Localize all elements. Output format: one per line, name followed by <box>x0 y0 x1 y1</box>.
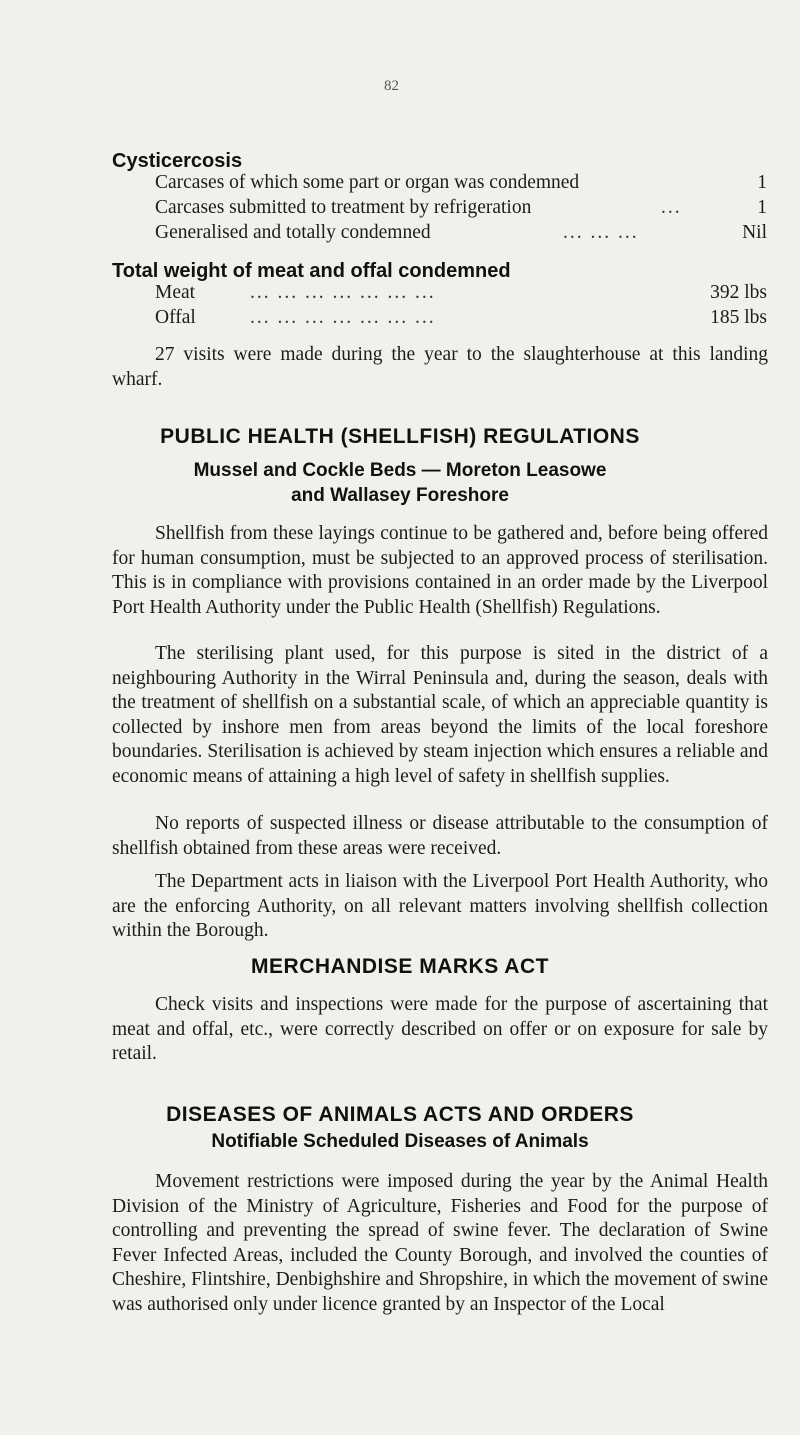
row-label: Carcases submitted to treatment by refrigeration <box>155 197 532 218</box>
total-weight-heading: Total weight of meat and offal condemned <box>112 260 511 282</box>
weight-row <box>155 307 767 333</box>
merchandise-heading: MERCHANDISE MARKS ACT <box>251 955 549 978</box>
shellfish-paragraph: Shellfish from these layings continue to be gathered and, before being offered for human consumption, must be subjected to an approved process of sterilisation. This is in compliance with provisions contained in an order made by the Liverpool Port Health Authority under the Public Health (Shellfish) Regulations. <box>112 523 768 618</box>
row-value: 392 lbs <box>710 282 767 303</box>
shellfish-subheading: and Wallasey Foreshore <box>291 485 509 506</box>
shellfish-paragraph: The sterilising plant used, for this purpose is sited in the district of a neighbouring Authority in the Wirral Peninsula and, during the season, deals with the treatment of shellfish on a substantial scale, of which an appreciable quantity is collected by inshore men from areas beyond the limits of the local foreshore boundaries. Sterilisation is achieved by steam injection which ensures a reliable and economic means of attaining a high level of safety in shellfish supplies. <box>112 643 768 787</box>
cysticercosis-row <box>155 172 767 198</box>
row-value: 1 <box>757 172 767 193</box>
row-label: Generalised and totally condemned <box>155 222 431 243</box>
shellfish-subheading: Mussel and Cockle Beds — Moreton Leasowe <box>193 460 607 481</box>
shellfish-heading: PUBLIC HEALTH (SHELLFISH) REGULATIONS <box>160 425 640 448</box>
visits-paragraph: 27 visits were made during the year to the slaughterhouse at this landing wharf. <box>112 344 768 390</box>
merchandise-paragraph: Check visits and inspections were made for the purpose of ascertaining that meat and offal, etc., were correctly described on offer or on exposure for sale by retail. <box>112 994 768 1064</box>
shellfish-paragraph: No reports of suspected illness or disease attributable to the consumption of shellfish obtained from these areas were received. <box>112 813 768 859</box>
row-label: Meat <box>155 282 196 303</box>
row-leader: ... ... ... ... ... ... ... <box>250 307 436 328</box>
shellfish-paragraph: The Department acts in liaison with the Liverpool Port Health Authority, who are the enforcing Authority, on all relevant matters involving shellfish collection within the Borough. <box>112 871 768 941</box>
row-leader: ... ... ... <box>563 222 639 243</box>
row-value: Nil <box>742 222 767 243</box>
cysticercosis-row <box>155 197 767 223</box>
row-label: Offal <box>155 307 196 328</box>
row-value: 185 lbs <box>710 307 767 328</box>
cysticercosis-heading: Cysticercosis <box>112 150 243 172</box>
weight-row <box>155 282 767 308</box>
cysticercosis-row <box>155 222 767 248</box>
page-number: 82 <box>384 78 399 94</box>
row-label: Carcases of which some part or organ was condemned <box>155 172 580 193</box>
row-leader: ... ... ... ... ... ... ... <box>250 282 436 303</box>
row-value: 1 <box>757 197 767 218</box>
diseases-paragraph: Movement restrictions were imposed during the year by the Animal Health Division of the Ministry of Agriculture, Fisheries and Food for the purpose of controlling and preventing the spread of swine fever. The declaration of Swine Fever Infected Areas, included the County Borough, and involved the counties of Cheshire, Flintshire, Denbighshire and Shropshire, in which the movement of swine was authorised only under licence granted by an Inspector of the Local <box>112 1171 768 1315</box>
row-leader: ... <box>661 197 682 218</box>
diseases-subheading: Notifiable Scheduled Diseases of Animals <box>211 1131 589 1152</box>
diseases-heading: DISEASES OF ANIMALS ACTS AND ORDERS <box>166 1103 634 1126</box>
